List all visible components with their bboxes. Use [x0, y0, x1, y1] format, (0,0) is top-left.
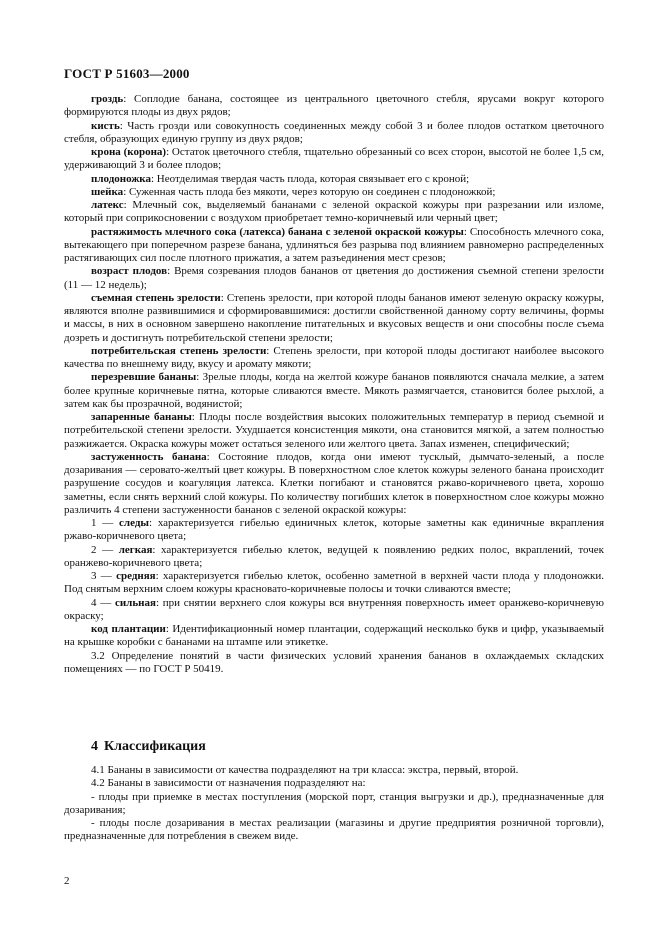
- degree-prefix: 4 —: [91, 596, 115, 609]
- definition-item: [64, 173, 604, 186]
- degree-item: [64, 597, 604, 624]
- definition-item: [64, 199, 604, 226]
- definition-term: кисть: [91, 119, 120, 132]
- definition-term: плодоножка: [91, 172, 151, 185]
- definition-text: : Суженная часть плода без мякоти, через которую он соединен с плодоножкой;: [123, 185, 496, 198]
- definition-text: : Остаток цветочного стебля, тщательно обрезанный со всех сторон, высотой не более 1,5 см, удерживающий 3 и более плодов;: [64, 146, 604, 172]
- definition-item: [64, 345, 604, 372]
- definition-item: [64, 146, 604, 173]
- definition-text: : Млечный сок, выделяемый бананами с зеленой окраской кожуры при разрезании или изломе, который при соприкосновении с воздухом приобретает темно-коричневый или черный цвет;: [64, 199, 604, 225]
- definition-term: растяжимость млечного сока (латекса) банана с зеленой окраской кожуры: [91, 225, 464, 238]
- degree-text: : характеризуется гибелью клеток, ведущей к появлению редких полос, вкраплений, точек оранжево-коричневого цвета;: [64, 543, 605, 569]
- definition-term: крона (корона): [91, 146, 167, 158]
- definition-item: [64, 226, 604, 266]
- section-number: 4: [91, 739, 98, 754]
- degree-term: следы: [119, 517, 149, 529]
- definition-term: потребительская степень зрелости: [91, 344, 267, 357]
- definition-term: съемная степень зрелости: [91, 291, 221, 304]
- section-heading: [91, 739, 206, 755]
- definition-text: : Часть грозди или совокупность соединенных между собой 3 и более плодов остатком цветочного стебля, образующих единую группу из двух рядов;: [64, 119, 604, 145]
- definition-term: шейка: [91, 185, 124, 198]
- degree-item: [64, 544, 604, 571]
- definition-term: гроздь: [91, 93, 124, 105]
- definition-term: застуженность банана: [91, 450, 207, 463]
- definitions-block: [64, 93, 604, 676]
- definition-item: [64, 451, 604, 517]
- definition-text: : Идентификационный номер плантации, содержащий несколько букв и цифр, указываемый на крышке коробки с бананами на штампе или этикетке.: [64, 623, 605, 649]
- definition-text: : Соплодие банана, состоящее из центрального цветочного стебля, ярусами вокруг которого формируются плоды из двух рядов;: [64, 93, 604, 119]
- degree-prefix: 1 —: [91, 517, 120, 529]
- definition-item: [64, 120, 604, 147]
- definition-term: перезревшие бананы: [91, 371, 197, 384]
- degree-text: : характеризуется гибелью клеток, особенно заметной в верхней части плода у плодоножки. Под снятым верхним слоем кожуры красновато-коричневые полосы и точки сливаются вместе;: [64, 570, 605, 596]
- degree-text: : при снятии верхнего слоя кожуры вся внутренняя поверхность имеет оранжево-коричневую окраску;: [64, 596, 605, 622]
- definition-item: [64, 623, 604, 650]
- degree-item: [64, 517, 604, 544]
- degree-text: : характеризуется гибелью единичных клеток, которые заметны как единичные вкрапления ржаво-коричневого цвета;: [64, 517, 605, 543]
- definition-item: [64, 292, 604, 345]
- clause-4-1: 4.1 Бананы в зависимости от качества подразделяют на три класса: экстра, первый, второй.: [91, 764, 519, 776]
- definition-text: : Состояние плодов, когда они имеют тусклый, дымчато-зеленый, а после дозаривания — серовато-желтый цвет кожуры. В поверхностном слое клеток кожуры зеленого банана происходит разрушение сосудов и коагуляция латекса. Клетки погибают и становятся ржаво-коричневого цвета, хорошо заметны, если снять верхний слой кожуры. По количеству погибших клеток в поверхностном слое кожуры можно различить 4 степени застуженности бананов с зеленой окраской кожуры:: [64, 450, 604, 516]
- definition-text: : Плоды после воздействия высоких положительных температур в период съемной и потребительской степени зрелости. Ухудшается консистенция мякоти, она становится мягкой, а затем полностью разжижается. Окраска кожуры может остаться зеленого или желтого цвета. Запах изменен, специфический;: [64, 411, 604, 450]
- definition-item: [64, 411, 604, 451]
- list-item: - плоды после дозаривания в местах реализации (магазины и другие предприятия розничной торговли), предназначенные для потребления в свежем виде.: [64, 817, 604, 843]
- definition-item: [64, 371, 604, 411]
- definition-term: латекс: [91, 199, 124, 211]
- definition-text: : Зрелые плоды, когда на желтой кожуре бананов появляются сначала мелкие, а затем более крупные коричневые пятна, которые сливаются вместе. Мякоть размягчается, становится более рыхлой, а затем как бы прозрачной, водянистой;: [64, 371, 604, 410]
- definition-text: : Способность млечного сока, вытекающего при поперечном разрезе банана, удлиняться без разрыва под влиянием равномерно распределенных растягивающих сил после плотного прижатия, а затем разъединения мест срезов;: [64, 225, 604, 264]
- definition-term: возраст плодов: [91, 265, 168, 278]
- clause-3-2: 3.2 Определение понятий в части физических условий хранения бананов в охлаждаемых складских помещениях — по ГОСТ Р 50419.: [64, 649, 604, 675]
- degree-term: сильная: [114, 596, 156, 609]
- definition-text: : Неотделимая твердая часть плода, которая связывает его с кроной;: [150, 172, 470, 185]
- definition-text: : Степень зрелости, при которой плоды бананов имеют зеленую окраску кожуры, являются вполне развившимися и сформировавшимися: достигли свойственной данному сорту величины, формы и массы, в них в основном завершено накопление питательных и вкусовых веществ и они способны после съема дозреть и достигнуть потребительской степени зрелости;: [64, 291, 604, 344]
- list-item: - плоды при приемке в местах поступления (морской порт, станция выгрузки и др.), предназначенные для дозаривания;: [64, 790, 604, 816]
- clause-4-2: 4.2 Бананы в зависимости от назначения подразделяют на:: [91, 777, 366, 790]
- definition-item: [64, 265, 604, 292]
- degree-term: средняя: [116, 570, 156, 582]
- degree-item: [64, 570, 604, 597]
- degree-term: легкая: [118, 543, 153, 556]
- definition-text: : Степень зрелости, при которой плоды достигают наиболее высокого качества по внешнему виду, вкусу и аромату мякоти;: [64, 344, 604, 370]
- degree-prefix: 2 —: [91, 543, 119, 556]
- page-number: 2: [64, 875, 70, 887]
- definition-term: запаренные бананы: [91, 411, 192, 423]
- definition-text: : Время созревания плодов бананов от цветения до достижения съемной степени зрелости (11 — 12 недель);: [64, 265, 604, 291]
- document-header: ГОСТ Р 51603—2000: [64, 66, 190, 81]
- definition-term: код плантации: [91, 623, 166, 635]
- definition-item: [64, 93, 604, 120]
- section-4-body: [64, 764, 604, 844]
- definition-item: [64, 186, 604, 199]
- section-title-text: Классификация: [104, 739, 206, 754]
- degree-prefix: 3 —: [91, 570, 117, 582]
